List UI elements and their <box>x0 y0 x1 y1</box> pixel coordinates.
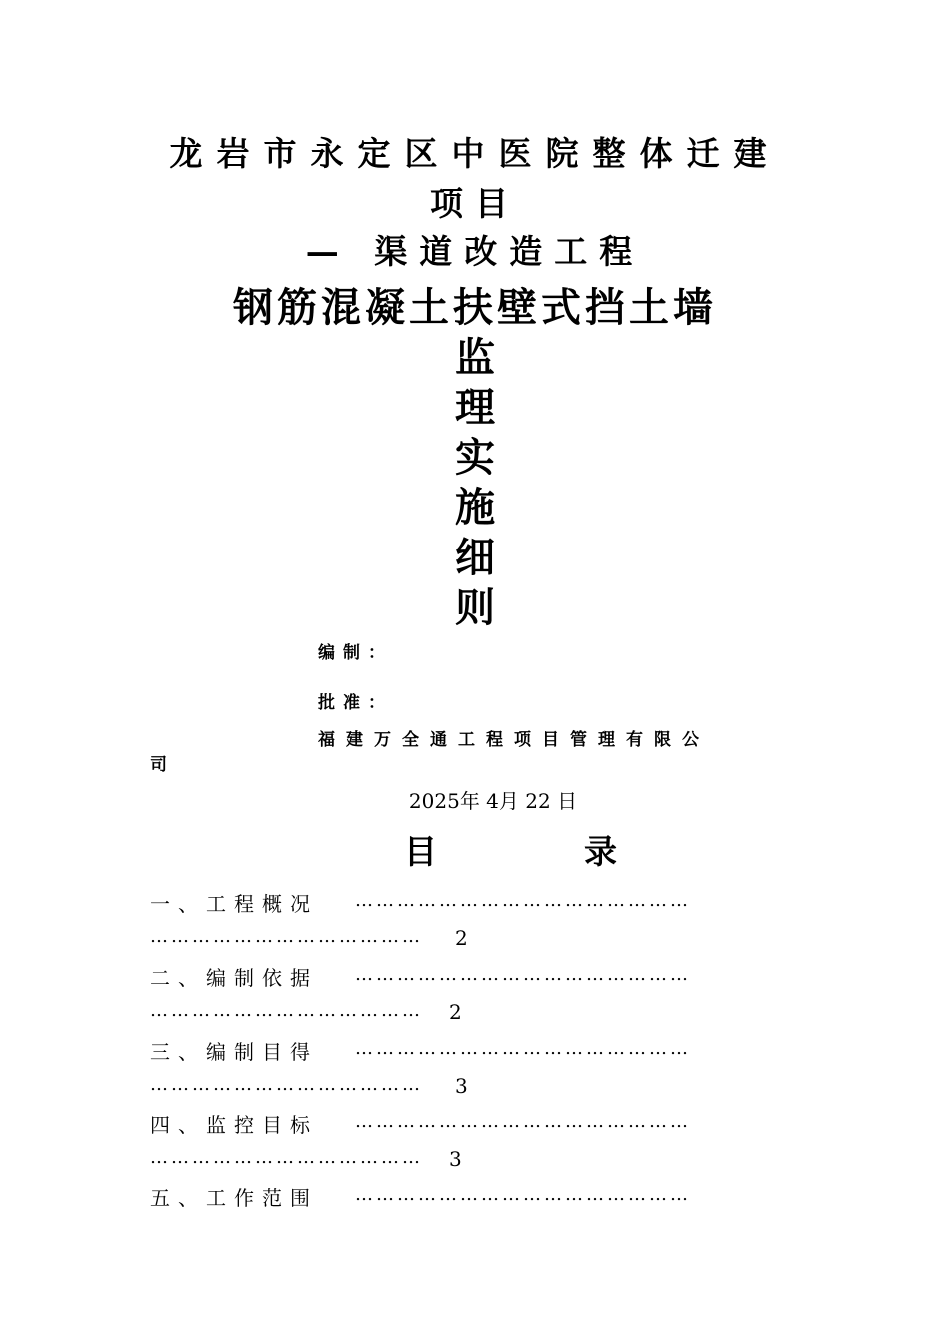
toc-entry-page: 3 <box>455 1074 468 1098</box>
toc-entry-leader: ………………………………………… <box>355 1111 691 1132</box>
title-line-1: 龙岩市永定区中医院整体迁建 <box>169 134 781 173</box>
toc-entry-label[interactable]: 五、工作范围 <box>150 1186 318 1210</box>
title-line-2: 项目 <box>430 184 520 223</box>
title-line-3: — 渠道改造工程 <box>305 232 645 271</box>
toc-entry-leader: ………………………………………… <box>355 1184 691 1205</box>
toc-entry-page: 3 <box>449 1147 462 1171</box>
company-line-1: 福建万全通工程项目管理有限公 <box>318 730 710 750</box>
toc-entry-label[interactable]: 四、监控目标 <box>150 1113 318 1137</box>
toc-entry-label[interactable]: 三、编制目得 <box>150 1040 318 1064</box>
toc-entry-leader: ………………………………………… <box>355 1038 691 1059</box>
toc-entry-page: 2 <box>449 1000 462 1024</box>
toc-entry-label[interactable]: 一、工程概况 <box>150 892 318 916</box>
toc-entry-leader: ………………………………… <box>150 1074 423 1095</box>
title-vertical-char: 监 <box>455 334 495 381</box>
toc-entry-page: 2 <box>455 926 468 950</box>
toc-title-left: 目 <box>404 832 437 871</box>
title-line-4: 钢筋混凝土扶壁式挡土墙 <box>233 284 717 331</box>
approver-label: 批准： <box>318 693 393 713</box>
toc-entry-leader: ………………………………… <box>150 1147 423 1168</box>
compiler-label: 编制： <box>318 643 393 663</box>
title-vertical-char: 则 <box>455 584 495 631</box>
company-line-2: 司 <box>150 755 175 775</box>
document-date: 2025年 4月 22 日 <box>408 789 578 813</box>
toc-entry-leader: ………………………………………… <box>355 964 691 985</box>
toc-entry-leader: ………………………………… <box>150 926 423 947</box>
toc-title-right: 录 <box>584 832 617 871</box>
title-vertical-char: 细 <box>455 534 495 581</box>
title-vertical-char: 实 <box>455 434 495 481</box>
toc-entry-leader: ………………………………… <box>150 1000 423 1021</box>
toc-entry-label[interactable]: 二、编制依据 <box>150 966 318 990</box>
title-vertical-char: 施 <box>455 484 495 531</box>
title-vertical-char: 理 <box>455 384 495 431</box>
toc-entry-leader: ………………………………………… <box>355 890 691 911</box>
